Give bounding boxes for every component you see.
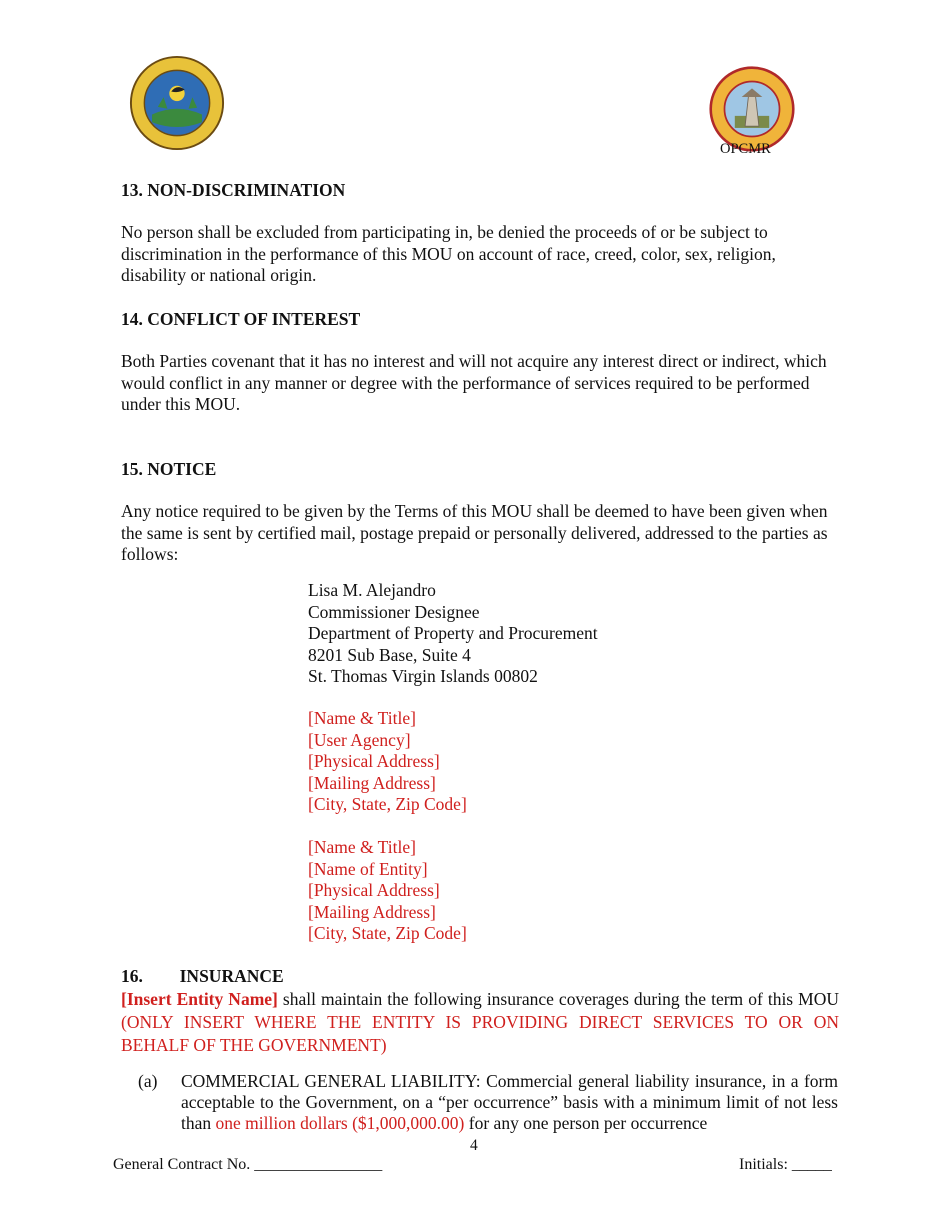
address-line: [User Agency]: [308, 729, 411, 750]
usvi-government-seal-icon: [129, 55, 225, 156]
address-block-commissioner: [308, 580, 598, 688]
item-a-label: (a): [138, 1071, 158, 1091]
address-line: 8201 Sub Base, Suite 4: [308, 644, 471, 665]
contract-number-label: General Contract No. ________________: [113, 1156, 383, 1173]
address-line: [Name of Entity]: [308, 858, 428, 879]
section-13-heading: 13. NON-DISCRIMINATION: [121, 180, 346, 200]
address-line: [Mailing Address]: [308, 772, 436, 793]
section-16-number: 16.: [121, 966, 143, 986]
section-16-body: [121, 988, 839, 1057]
address-line: [City, State, Zip Code]: [308, 794, 467, 814]
item-a-text-1: COMMERCIAL GENERAL LIABILITY: Commercial general liability insurance, in a form acceptable to the Government, on a “per occurrence” basis with a minimum limit of not less than: [181, 1071, 838, 1133]
section-14-body: Both Parties covenant that it has no interest and will not acquire any interest direct or indirect, which would conflict in any manner or degree with the performance of services required to be performed under this MOU.: [121, 351, 827, 414]
section-16-text: shall maintain the following insurance coverages during the term of this MOU: [277, 989, 839, 1009]
item-a-amount: one million dollars ($1,000,000.00): [215, 1113, 465, 1133]
section-15-body: Any notice required to be given by the Terms of this MOU shall be deemed to have been given when the same is sent by certified mail, postage prepaid or personally delivered, addressed to the parties as follows:: [121, 501, 828, 564]
entity-placeholder: [Insert Entity Name]: [121, 989, 278, 1009]
page-number: 4: [470, 1137, 478, 1154]
address-line: Lisa M. Alejandro: [308, 580, 436, 600]
section-15-heading: 15. NOTICE: [121, 459, 217, 479]
address-line: [Physical Address]: [308, 880, 440, 900]
section-13-body: No person shall be excluded from participating in, be denied the proceeds of or be subject to discrimination in the performance of this MOU on account of race, creed, color, sex, religion, disability or national origin.: [121, 222, 776, 285]
section-16-title: INSURANCE: [179, 966, 284, 986]
address-line: [Physical Address]: [308, 751, 440, 771]
section-16-heading: [121, 966, 284, 987]
section-14-heading: 14. CONFLICT OF INTEREST: [121, 309, 361, 329]
address-line: [Name & Title]: [308, 708, 416, 728]
address-line: Department of Property and Procurement: [308, 623, 598, 643]
address-block-entity: [308, 837, 467, 945]
header-label: OPCMR: [720, 141, 771, 157]
address-line: [Mailing Address]: [308, 901, 436, 922]
address-line: Commissioner Designee: [308, 601, 480, 622]
item-a-text-2: for any one person per occurrence: [464, 1113, 708, 1133]
address-block-user-agency: [308, 708, 467, 816]
section-16-note: (ONLY INSERT WHERE THE ENTITY IS PROVIDING DIRECT SERVICES TO OR ON BEHALF OF THE GOVERNMENT): [121, 1012, 839, 1055]
address-line: [City, State, Zip Code]: [308, 923, 467, 943]
address-line: [Name & Title]: [308, 837, 416, 857]
address-line: St. Thomas Virgin Islands 00802: [308, 666, 538, 686]
item-a-text: [181, 1071, 838, 1134]
initials-label: Initials: _____: [739, 1156, 832, 1173]
